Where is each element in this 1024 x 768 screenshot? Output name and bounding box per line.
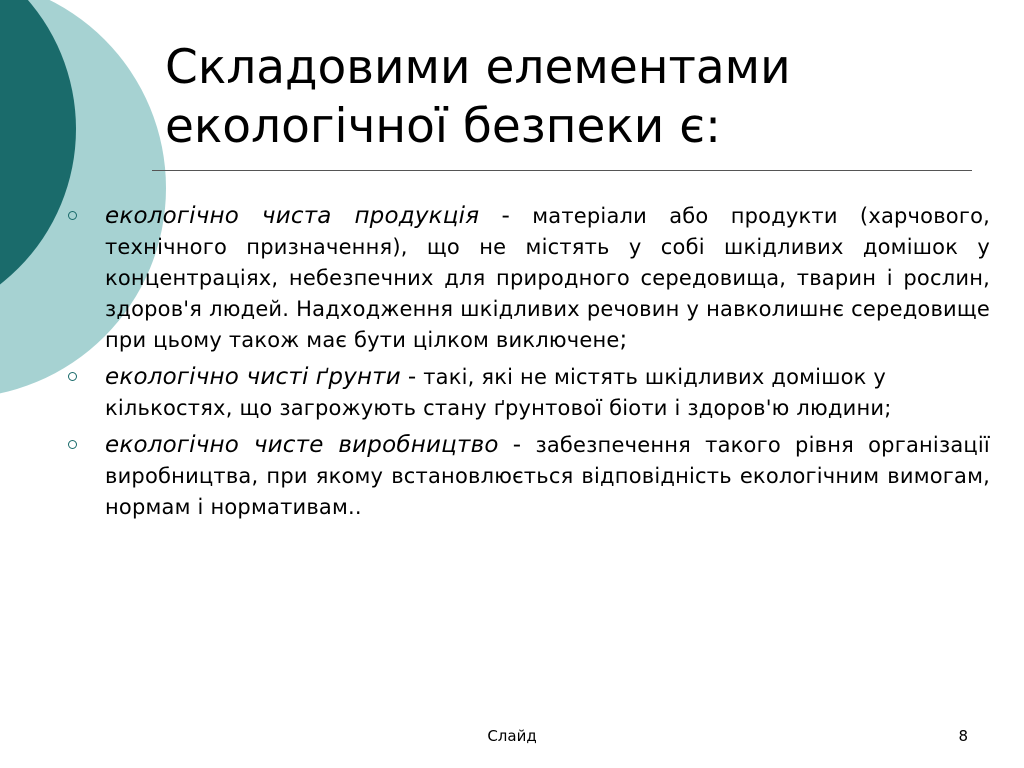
bullet-dash: -	[512, 432, 522, 458]
hollow-circle-bullet-icon	[68, 211, 77, 220]
bullet-dash: -	[407, 364, 417, 390]
bullet-item-clean-production	[62, 430, 990, 523]
title-divider	[152, 170, 972, 171]
footer-page-number: 8	[958, 727, 968, 745]
bullet-item-clean-soils	[62, 362, 990, 424]
footer-slide-label: Слайд	[487, 727, 537, 745]
bullet-item-clean-products	[62, 201, 990, 356]
bullet-term: екологічно чиста продукція	[105, 203, 480, 229]
bullet-term: екологічно чисте виробництво	[105, 432, 499, 458]
slide-title-line-2: екологічної безпеки є:	[165, 99, 721, 154]
bullet-text: такі, які не містять шкідливих домішок у кількостях, що загрожують стану ґрунтової біоти і здоров'ю людини;	[105, 365, 892, 420]
slide-title	[165, 38, 791, 156]
slide-title-line-1: Складовими елементами	[165, 40, 791, 95]
hollow-circle-bullet-icon	[68, 372, 77, 381]
bullet-text: забезпечення такого рівня організації виробництва, при якому встановлюється відповідність екологічним вимогам, нормам і нормативам..	[105, 433, 990, 519]
hollow-circle-bullet-icon	[68, 440, 77, 449]
bullet-term: екологічно чисті ґрунти	[105, 364, 401, 390]
bullet-end: ;	[619, 327, 628, 353]
bullet-dash: -	[501, 203, 510, 229]
bullet-list	[62, 201, 990, 523]
bullet-text: матеріали або продукти (харчового, технічного призначення), що не містять у собі шкідливих домішок у концентраціях, небезпечних для природного середовища, тварин і рослин, здоров'я людей. Надходження шкідливих речовин у навколишнє середовище при цьому також має бути цілком виключене	[105, 204, 990, 352]
